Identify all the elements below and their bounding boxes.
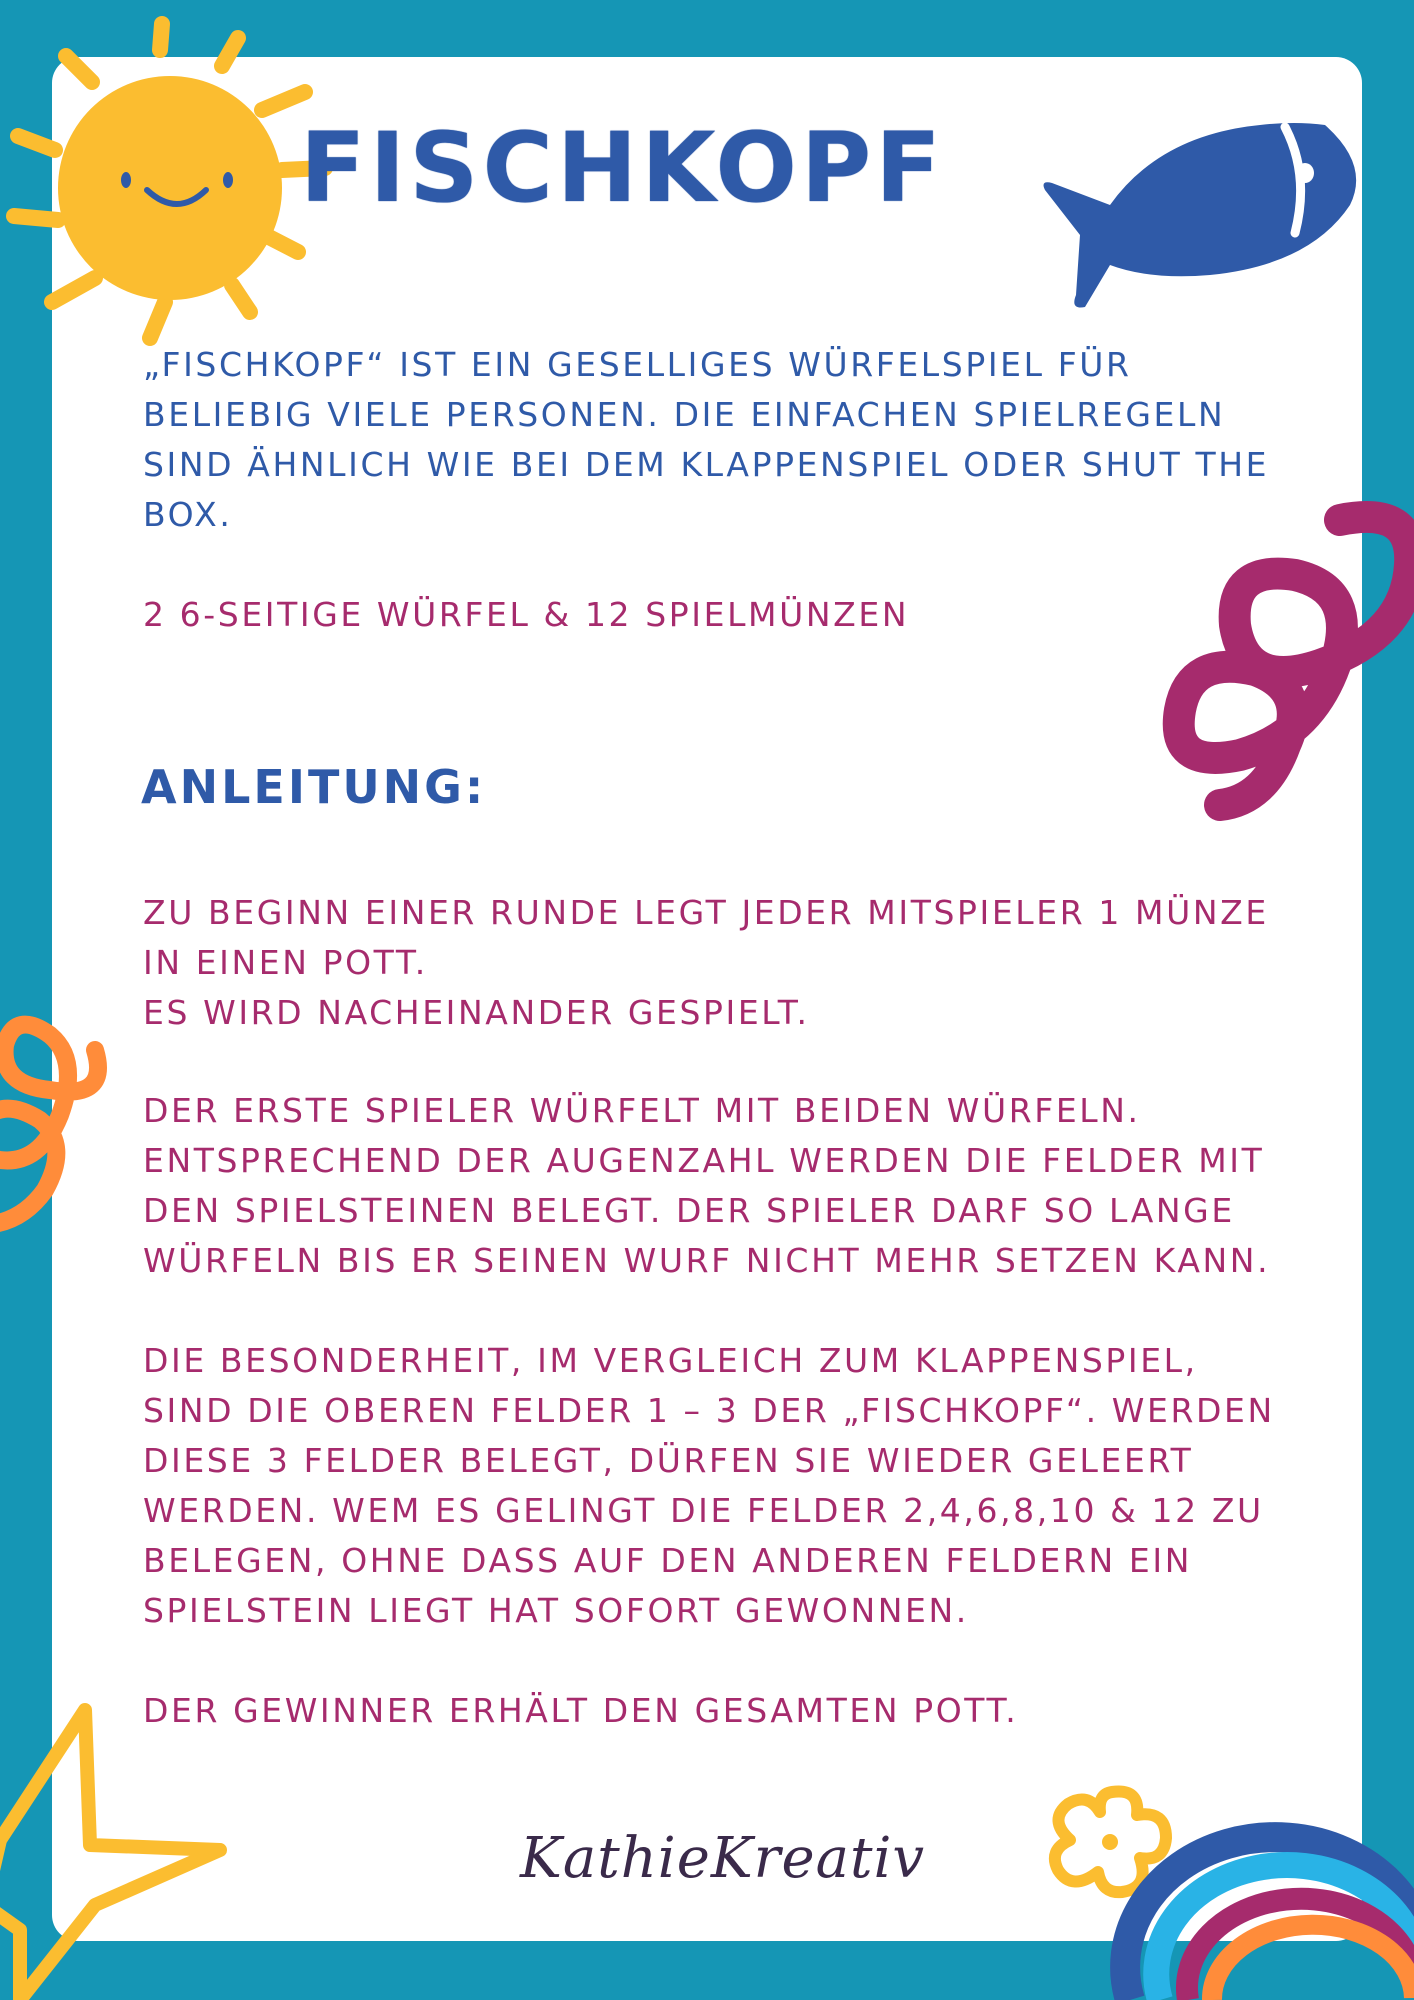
text-line: SIND DIE OBEREN FELDER 1 – 3 DER „FISCHKOPF“. WERDEN — [143, 1391, 1275, 1430]
instructions-paragraph-1 — [143, 888, 1273, 1038]
signature: KathieKreativ — [520, 1826, 926, 1891]
squiggle-icon — [1160, 495, 1414, 825]
text-line: SPIELSTEIN LIEGT HAT SOFORT GEWONNEN. — [143, 1591, 969, 1630]
text-line: ES WIRD NACHEINANDER GESPIELT. — [143, 993, 810, 1032]
text-line: BELIEBIG VIELE PERSONEN. DIE EINFACHEN SPIELREGELN — [143, 395, 1226, 434]
text-line: IN EINEN POTT. — [143, 943, 428, 982]
text-line: ENTSPRECHEND DER AUGENZAHL WERDEN DIE FELDER MIT — [143, 1141, 1265, 1180]
text-line: DER GEWINNER ERHÄLT DEN GESAMTEN POTT. — [143, 1691, 1019, 1730]
instructions-paragraph-3 — [143, 1336, 1273, 1636]
sun-icon — [0, 10, 350, 350]
star-icon — [0, 1700, 240, 2000]
text-line: WÜRFELN BIS ER SEINEN WURF NICHT MEHR SETZEN KANN. — [143, 1241, 1271, 1280]
intro-paragraph — [143, 340, 1273, 540]
text-line: BOX. — [143, 495, 233, 534]
instructions-paragraph-2 — [143, 1086, 1273, 1286]
text-line: 2 6-SEITIGE WÜRFEL & 12 SPIELMÜNZEN — [143, 595, 910, 634]
text-line: DIE BESONDERHEIT, IM VERGLEICH ZUM KLAPPENSPIEL, — [143, 1341, 1198, 1380]
text-line: SIND ÄHNLICH WIE BEI DEM KLAPPENSPIEL ODER SHUT THE — [143, 445, 1270, 484]
rainbow-icon — [1120, 1858, 1414, 2000]
text-line: DIESE 3 FELDER BELEGT, DÜRFEN SIE WIEDER GELEERT — [143, 1441, 1194, 1480]
text-line: WERDEN. WEM ES GELINGT DIE FELDER 2,4,6,8,10 & 12 ZU — [143, 1491, 1264, 1530]
text-line: DEN SPIELSTEINEN BELEGT. DER SPIELER DARF SO LANGE — [143, 1191, 1235, 1230]
text-line: DER ERSTE SPIELER WÜRFELT MIT BEIDEN WÜRFELN. — [143, 1091, 1141, 1130]
materials-line — [143, 590, 1273, 640]
text-line: „FISCHKOPF“ IST EIN GESELLIGES WÜRFELSPIEL FÜR — [143, 345, 1132, 384]
instructions-paragraph-4 — [143, 1686, 1273, 1736]
squiggle-icon — [0, 1015, 120, 1245]
page-title: FISCHKOPF — [300, 112, 945, 224]
section-heading: ANLEITUNG: — [141, 760, 487, 814]
text-line: BELEGEN, OHNE DASS AUF DEN ANDEREN FELDERN EIN — [143, 1541, 1192, 1580]
text-line: ZU BEGINN EINER RUNDE LEGT JEDER MITSPIELER 1 MÜNZE — [143, 893, 1269, 932]
